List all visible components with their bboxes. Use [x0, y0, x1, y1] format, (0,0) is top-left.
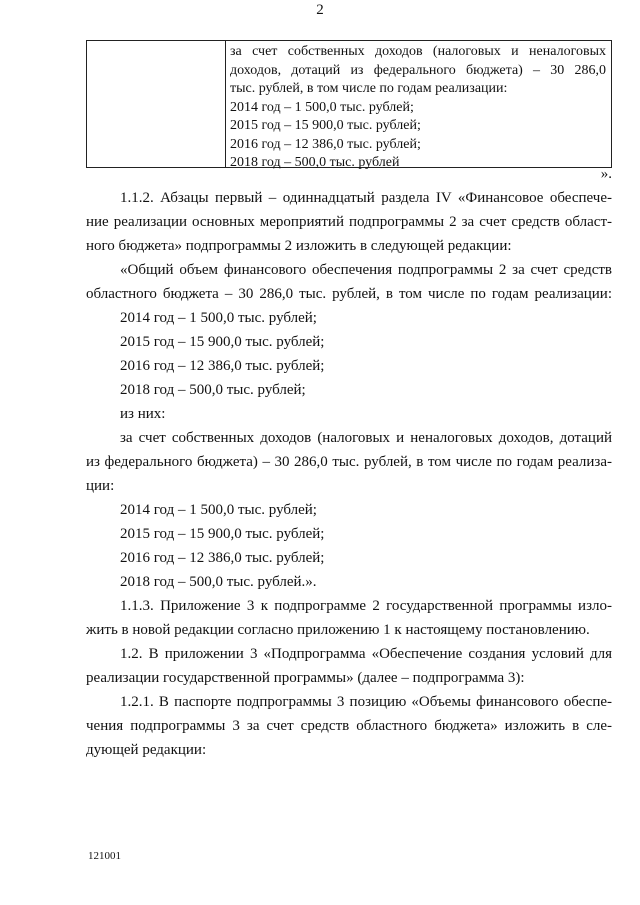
paragraph-line: из федерального бюджета) – 30 286,0 тыс. рублей, в том числе по годам реализа- [86, 454, 612, 470]
continuation-table [86, 40, 612, 168]
year-line: 2014 год – 1 500,0 тыс. рублей; [120, 502, 317, 518]
paragraph-line: ного бюджета» подпрограммы 2 изложить в следующей редакции: [86, 238, 512, 254]
table-column-divider [225, 41, 226, 167]
closing-quote: ». [600, 166, 612, 182]
table-line: 2015 год – 15 900,0 тыс. рублей; [230, 118, 421, 133]
page-number: 2 [316, 2, 324, 18]
paragraph-line: 1.1.2. Абзацы первый – одиннадцатый раздела IV «Финансовое обеспече- [120, 190, 612, 206]
year-line: 2014 год – 1 500,0 тыс. рублей; [120, 310, 317, 326]
table-line: 2014 год – 1 500,0 тыс. рублей; [230, 99, 414, 115]
paragraph-line: за счет собственных доходов (налоговых и неналоговых доходов, дотаций [120, 430, 612, 446]
table-line: доходов, дотаций из федерального бюджета) – 30 286,0 [230, 62, 606, 78]
paragraph-line: реализации государственной программы» (далее – подпрограмма 3): [86, 670, 525, 686]
paragraph-line: ции: [86, 478, 115, 494]
year-line: 2015 год – 15 900,0 тыс. рублей; [120, 334, 325, 350]
year-line: 2015 год – 15 900,0 тыс. рублей; [120, 526, 325, 542]
table-line: 2018 год – 500,0 тыс. рублей [230, 155, 400, 170]
table-line: тыс. рублей, в том числе по годам реализации: [230, 81, 508, 96]
paragraph-line: из них: [120, 406, 166, 422]
document-code: 121001 [88, 850, 121, 862]
year-line: 2018 год – 500,0 тыс. рублей.». [120, 574, 317, 590]
table-line: 2016 год – 12 386,0 тыс. рублей; [230, 136, 421, 152]
paragraph-line: 1.2.1. В паспорте подпрограммы 3 позицию «Объемы финансового обеспе- [120, 694, 612, 710]
paragraph-line: жить в новой редакции согласно приложению 1 к настоящему постановлению. [86, 622, 590, 638]
paragraph-line: 1.2. В приложении 3 «Подпрограмма «Обеспечение создания условий для [120, 646, 612, 662]
paragraph-line: областного бюджета – 30 286,0 тыс. рублей, в том числе по годам реализации: [86, 286, 612, 302]
table-cell-funding [230, 43, 606, 173]
paragraph-line: чения подпрограммы 3 за счет средств областного бюджета» изложить в сле- [86, 718, 612, 734]
paragraph-line: 1.1.3. Приложение 3 к подпрограмме 2 государственной программы изло- [120, 598, 612, 614]
paragraph-line: ние реализации основных мероприятий подпрограммы 2 за счет средств област- [86, 214, 612, 230]
year-line: 2018 год – 500,0 тыс. рублей; [120, 382, 306, 398]
table-line: за счет собственных доходов (налоговых и неналоговых [230, 44, 606, 59]
year-line: 2016 год – 12 386,0 тыс. рублей; [120, 358, 325, 374]
paragraph-line: дующей редакции: [86, 742, 207, 758]
paragraph-line: «Общий объем финансового обеспечения подпрограммы 2 за счет средств [120, 262, 612, 278]
year-line: 2016 год – 12 386,0 тыс. рублей; [120, 550, 325, 566]
